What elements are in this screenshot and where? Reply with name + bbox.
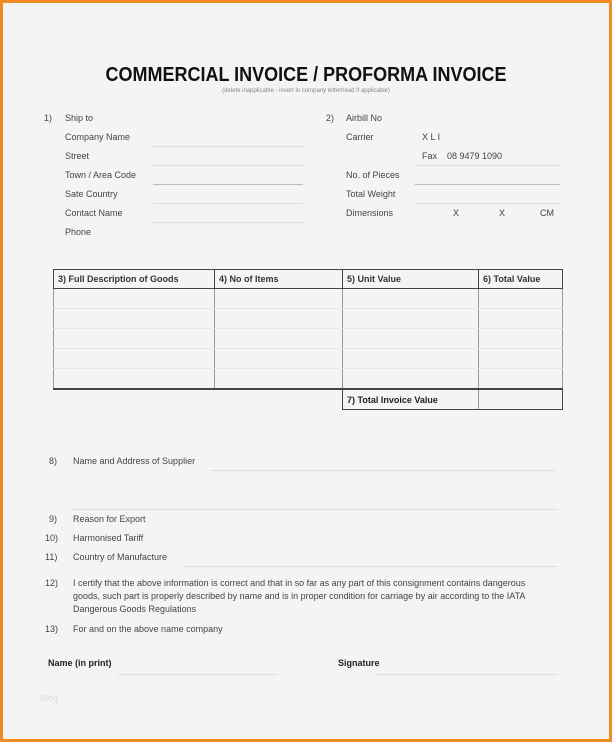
manufacture-label: Country of Manufacture: [73, 552, 168, 562]
weight-label: Total Weight: [346, 189, 396, 199]
carrier-label: Carrier: [346, 132, 374, 142]
name-in-print-field[interactable]: [118, 674, 278, 675]
subtitle: (delete inapplicable - insert in company letterhead if applicable): [222, 88, 390, 94]
supplier-field[interactable]: [210, 470, 555, 471]
dim-x1: X: [453, 208, 460, 218]
manufacture-field[interactable]: [183, 566, 558, 567]
pieces-field[interactable]: [415, 184, 560, 185]
dim-x2: X: [499, 208, 506, 218]
company-name-field[interactable]: [153, 146, 303, 147]
ship-to-label: Ship to: [65, 113, 94, 123]
supplier-label: Name and Address of Supplier: [73, 456, 196, 466]
section-2-number: 2): [326, 113, 335, 123]
watermark: Blog: [40, 693, 59, 703]
country-label: Sate Country: [65, 189, 118, 199]
goods-table: [53, 269, 563, 410]
section-11-number: 11): [45, 552, 58, 562]
town-field[interactable]: [153, 184, 303, 185]
col-unit-value: 5) Unit Value: [343, 270, 479, 289]
phone-label: Phone: [65, 227, 92, 237]
weight-field[interactable]: [415, 203, 560, 204]
col-items: 4) No of Items: [215, 270, 343, 289]
certify-line-1: I certify that the above information is correct and that in so far as any part of this consignment contains dangerous: [73, 578, 526, 588]
country-field[interactable]: [153, 203, 303, 204]
reason-label: Reason for Export: [73, 514, 146, 524]
pieces-label: No. of Pieces: [346, 170, 400, 180]
fax-value: 08 9479 1090: [447, 151, 503, 161]
total-invoice-value[interactable]: [479, 389, 563, 410]
section-12-number: 12): [45, 578, 59, 588]
fax-field[interactable]: [415, 165, 560, 166]
name-in-print-label: Name (in print): [48, 658, 112, 668]
section-13-number: 13): [45, 624, 59, 634]
town-label: Town / Area Code: [65, 170, 137, 180]
section-1-number: 1): [44, 113, 53, 123]
carrier-value: X L I: [422, 132, 441, 142]
fax-label: Fax: [422, 151, 438, 161]
certify-line-3: Dangerous Goods Regulations: [73, 604, 197, 614]
table-row[interactable]: [54, 369, 563, 390]
dim-cm: CM: [540, 208, 554, 218]
street-label: Street: [65, 151, 90, 161]
page-title: COMMERCIAL INVOICE / PROFORMA INVOICE: [105, 64, 507, 86]
section-8-number: 8): [49, 456, 58, 466]
supplier-field-2[interactable]: [73, 509, 558, 510]
table-row[interactable]: [54, 329, 563, 349]
table-row[interactable]: [54, 289, 563, 309]
contact-name-label: Contact Name: [65, 208, 123, 218]
section-9-number: 9): [49, 514, 58, 524]
certify-line-2: goods, such part is properly described by name and is in proper condition for carriage by air according to the IATA: [73, 591, 526, 601]
dimensions-label: Dimensions: [346, 208, 394, 218]
table-row[interactable]: [54, 349, 563, 369]
col-total-value: 6) Total Value: [479, 270, 563, 289]
col-description: 3) Full Description of Goods: [54, 270, 215, 289]
section-10-number: 10): [45, 533, 59, 543]
signature-field[interactable]: [375, 674, 558, 675]
contact-name-field[interactable]: [153, 222, 303, 223]
table-row[interactable]: [54, 309, 563, 329]
company-statement: For and on the above name company: [73, 624, 223, 634]
tariff-label: Harmonised Tariff: [73, 533, 144, 543]
street-field[interactable]: [153, 165, 303, 166]
airbill-label: Airbill No: [346, 113, 383, 123]
signature-label: Signature: [338, 658, 380, 668]
company-name-label: Company Name: [65, 132, 131, 142]
total-invoice-label: 7) Total Invoice Value: [343, 389, 479, 410]
